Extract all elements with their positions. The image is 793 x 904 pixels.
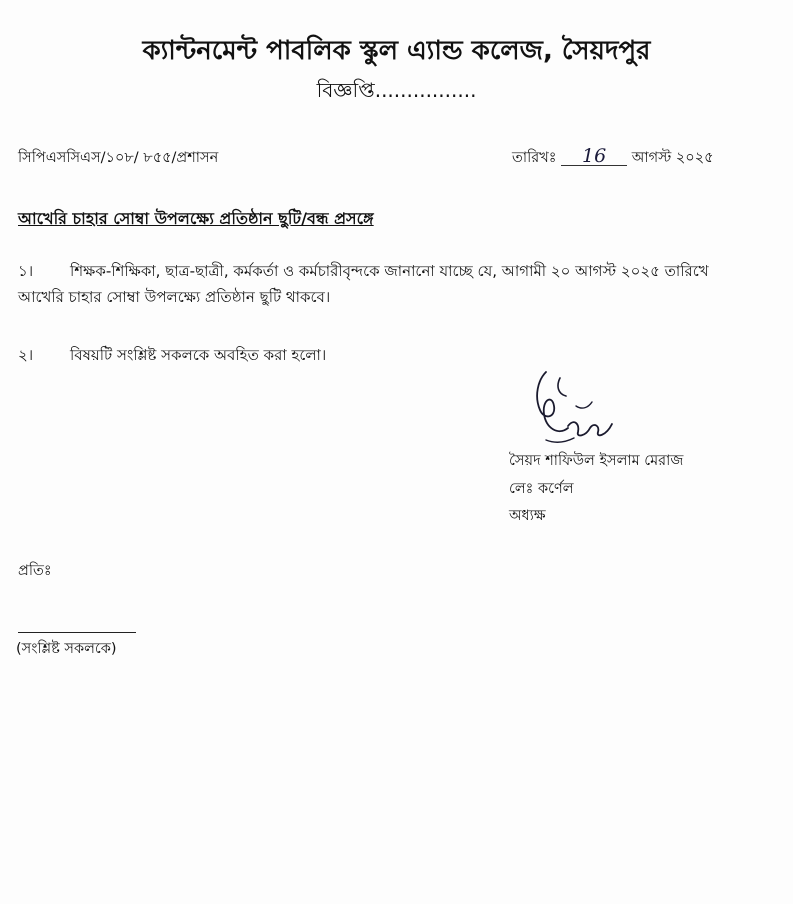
copies-label: প্রতিঃ: [18, 563, 52, 579]
paragraph-1-number: ১।: [18, 262, 34, 280]
paragraph-2-text: বিষয়টি সংশ্লিষ্ট সকলকে অবহিত করা হলো।: [70, 346, 327, 364]
paragraph-1: [18, 258, 758, 310]
copies-divider: [18, 632, 136, 633]
paragraph-1-text: শিক্ষক-শিক্ষিকা, ছাত্র-ছাত্রী, কর্মকর্তা ও কর্মচারীবৃন্দকে জানানো যাচ্ছে যে, আগামী ২০ আগস্ট ২০২৫ তারিখে আখেরি চাহার সোম্বা উপলক্ষ্যে প্রতিষ্ঠান ছুটি থাকবে।: [18, 262, 709, 306]
signatory-name: সৈয়দ শাফিউল ইসলাম মেরাজ: [509, 453, 684, 469]
notice-heading: বিজ্ঞপ্তি................: [316, 78, 477, 102]
institution-title: ক্যান্টনমেন্ট পাবলিক স্কুল এ্যান্ড কলেজ, সৈয়দপুর: [142, 36, 651, 66]
copies-recipient: (সংশ্লিষ্ট সকলকে): [16, 641, 117, 657]
handwritten-signature: [516, 366, 626, 452]
paragraph-2-number: ২।: [18, 346, 34, 364]
subject-line: আখেরি চাহার সোম্বা উপলক্ষ্যে প্রতিষ্ঠান ছুটি/বন্ধ প্রসঙ্গে: [18, 209, 374, 228]
reference-number: সিপিএসসিএস/১০৮/ ৮৫৫/প্রশাসন: [18, 150, 219, 166]
date-month-year: আগস্ট ২০২৫: [631, 150, 714, 166]
date-block: [512, 147, 714, 171]
signatory-rank: লেঃ কর্ণেল: [509, 481, 574, 497]
date-day-handwritten: 16: [561, 147, 627, 166]
signatory-title: অধ্যক্ষ: [509, 508, 546, 524]
date-label: তারিখঃ: [512, 150, 557, 166]
paragraph-2: [18, 342, 758, 368]
